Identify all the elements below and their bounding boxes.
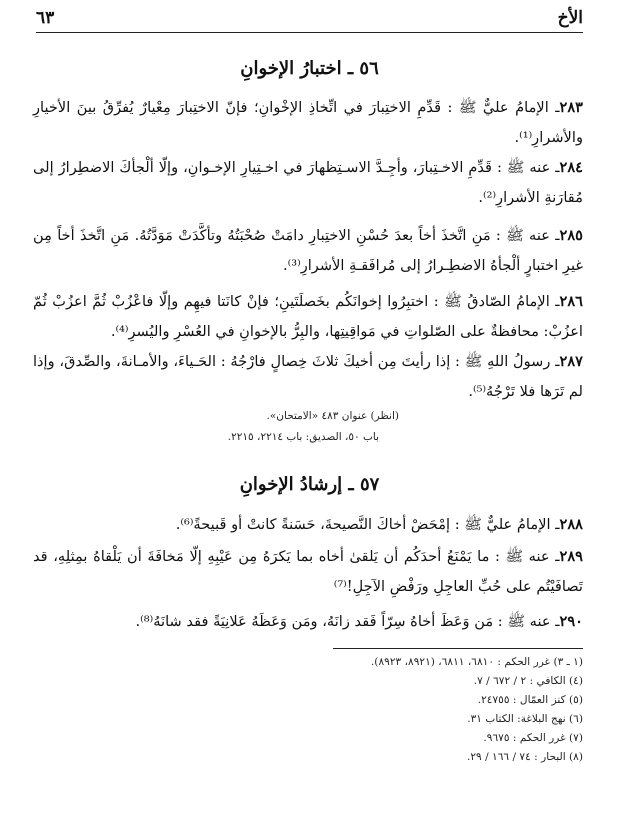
running-title: الأخ bbox=[557, 8, 583, 28]
section-57-title: ٥٧ ـ إرشادُ الإخوانِ bbox=[239, 474, 380, 495]
entry-290 bbox=[33, 607, 583, 637]
entry-text: ـ الإمامُ عليٌّ ﷺ : قَدِّمِ الاختِبارَ في اتِّخاذِ الإخْوانِ؛ فإنّ الاختِبارَ مِعْيارٌ يُفرِّقُ بينَ الأخيارِ والأشرارِ⁽¹⁾. bbox=[33, 99, 583, 146]
entry-283 bbox=[33, 93, 583, 152]
entry-text: ـ الإمامُ عليٌّ ﷺ : إمْحَضْ أخاكَ النَّصيحةَ، حَسَنةً كانتْ أو قَبيحةً⁽⁶⁾. bbox=[175, 516, 560, 533]
footnote: (٧) غرر الحكم : ٩٦٧٥. bbox=[483, 732, 583, 744]
entry-text: ـ عنه ﷺ : مَنِ اتَّخذَ أخاً بعدَ حُسْنِ الاختِبارِ دامَتْ صُحْبَتُهُ وتأكَّدَتْ مَوَدَّتُهُ. مَنِ اتَّخذَ أخاً مِن غيرِ اختبارٍ ألْجأهُ الاضطِـرارُ إلى مُرافَقـةِ الأشرارِ⁽³⁾. bbox=[33, 227, 583, 274]
entry-text: ـ عنه ﷺ : ما يَمْنَعُ أحدَكُم أن يَلقىٰ أخاه بما يَكرَهُ مِن عَيْبِهِ إلّا مَخافَةَ أن يَلْقاهُ بمِثلِهِ، قد تَصافَيْتُم على حُبِّ العاجِلِ ورَفْضِ الآجِلِ!⁽⁷⁾ bbox=[33, 548, 583, 595]
entry-289 bbox=[33, 542, 583, 601]
entry-number: ٢٨٧ bbox=[559, 353, 583, 370]
footnote: (٥) كنز العمّال : ٢٤٧٥٥. bbox=[477, 694, 583, 706]
entry-number: ٢٨٨ bbox=[559, 516, 583, 533]
entry-number: ٢٨٣ bbox=[559, 99, 583, 116]
entry-text: ـ عنه ﷺ : قَدِّمِ الاخـتِبارَ، وأجِـدَّ الاسـتِظهارَ في اخـتِيارِ الإخـوانِ، وإلّا ألْجأكَ الاضطِرارُ إلى مُقارَنةِ الأشرارِ⁽²⁾. bbox=[33, 159, 583, 206]
section-56-title: ٥٦ ـ اختبارُ الإخوانِ bbox=[240, 58, 379, 79]
see-also-note: (انظر) عنوان ٤٨٣ «الامتحان». bbox=[266, 410, 399, 422]
entry-number: ٢٨٦ bbox=[559, 293, 583, 310]
entry-286 bbox=[33, 287, 583, 346]
footnote-separator bbox=[333, 648, 583, 649]
entry-number: ٢٨٥ bbox=[559, 227, 583, 244]
entry-text: ـ رسولُ اللهِ ﷺ : إذا رأيتَ مِن أخيكَ ثلاثَ خِصالٍ فارْجُهُ : الحَـياءَ، والأمـانةَ، والصِّدقَ، وإذا لم تَرَها فلا تَرْجُهُ⁽⁵⁾. bbox=[33, 353, 583, 400]
entry-284 bbox=[33, 153, 583, 212]
entry-text: ـ عنه ﷺ : مَن وَعَظَ أخاهُ سِرّاً فَقد زانَهُ، ومَن وَعَظَهُ عَلانِيَةً فقد شانَهُ⁽⁸⁾. bbox=[135, 613, 560, 630]
entry-number: ٢٨٩ bbox=[559, 548, 583, 565]
entry-287 bbox=[33, 347, 583, 406]
footnote: (١ ـ ٣) غرر الحكم : ٦٨١٠، ٦٨١١، (٨٩٢١، ٨٩٢٣). bbox=[370, 656, 583, 668]
entry-288 bbox=[33, 510, 583, 540]
footnote: (٤) الكافي : ٢ / ٦٧٢ / ٧. bbox=[473, 675, 583, 687]
footnotes bbox=[23, 653, 583, 767]
page-number: ٦٣ bbox=[36, 8, 55, 28]
entry-285 bbox=[33, 221, 583, 280]
entry-number: ٢٨٤ bbox=[559, 159, 583, 176]
entry-text: ـ الإمامُ الصّادقُ ﷺ : اختبِرُوا إخوانَكُم بخَصلَتَينِ؛ فإنْ كانَتا فيهِم وإلّا فاعْزُبْ ثُمَّ اعزُبْ ثُمّ اعزُبْ: محافظةٌ على الصّلواتِ في مَواقِيتِها، والبِرُّ بالإخوانِ في العُسْرِ واليُسرِ⁽⁴⁾. bbox=[33, 293, 583, 340]
footnote: (٨) البحار : ٧٤ / ١٦٦ / ٢٩. bbox=[466, 751, 583, 763]
footnote: (٦) نهج البلاغة: الكتاب ٣١. bbox=[467, 713, 583, 725]
entry-number: ٢٩٠ bbox=[559, 613, 583, 630]
cross-reference: باب ٥٠، الصديق: باب ٢٢١٤، ٢٢١٥. bbox=[227, 431, 379, 443]
running-header bbox=[36, 4, 583, 33]
